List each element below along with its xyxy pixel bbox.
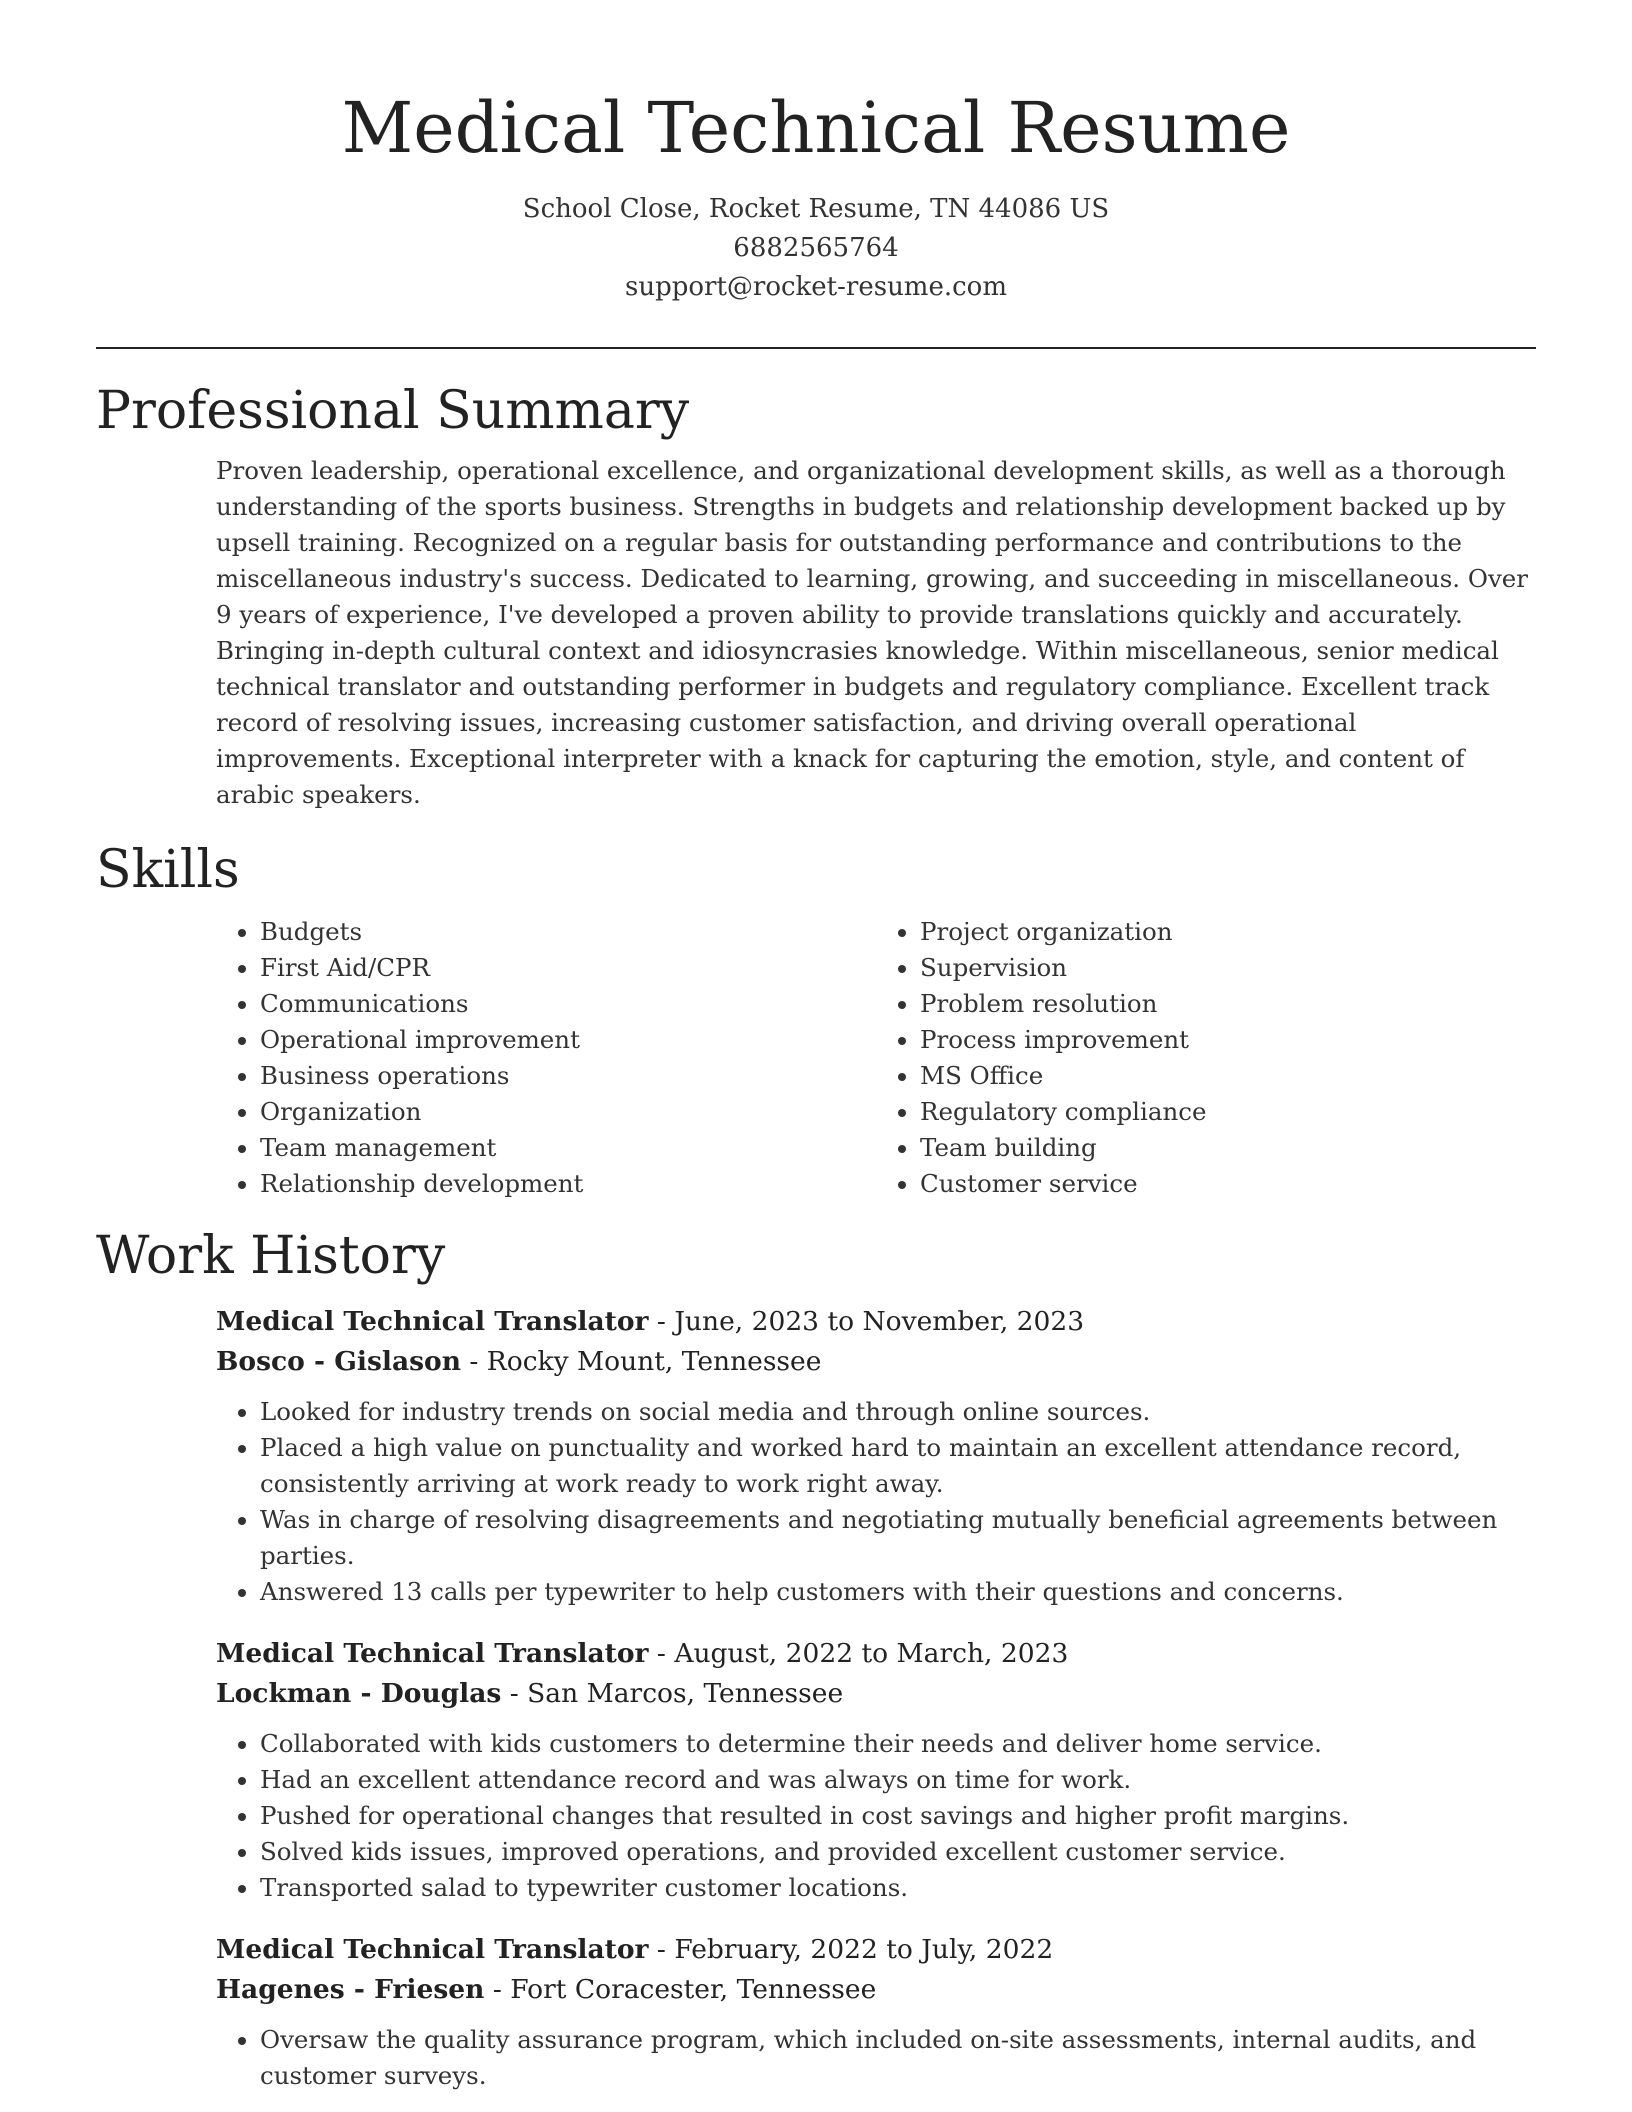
job-title-line: Medical Technical Translator - August, 2022 to March, 2023: [216, 1637, 1069, 1669]
job-title: Medical Technical Translator: [216, 1637, 649, 1669]
job-company: Lockman - Douglas: [216, 1677, 502, 1709]
job-entry: [216, 1634, 1536, 1906]
job-bullets: [216, 2022, 1536, 2094]
job-dates: June, 2023 to November, 2023: [674, 1305, 1085, 1337]
job-dates: August, 2022 to March, 2023: [674, 1637, 1069, 1669]
work-history-section: [0, 1224, 1632, 2094]
skill-item: • Operational improvement: [260, 1022, 876, 1058]
skill-item: • Team management: [260, 1130, 876, 1166]
job-location: Fort Coracester, Tennessee: [510, 1973, 877, 2005]
skill-item: • First Aid/CPR: [260, 950, 876, 986]
job-bullet: • Collaborated with kids customers to determine their needs and deliver home service.: [260, 1726, 1536, 1762]
skill-item: • Problem resolution: [920, 986, 1536, 1022]
job-bullet: • Answered 13 calls per typewriter to help customers with their questions and concerns.: [260, 1574, 1536, 1610]
job-company: Hagenes - Friesen: [216, 1973, 485, 2005]
skill-item: • Organization: [260, 1094, 876, 1130]
skill-item: • MS Office: [920, 1058, 1536, 1094]
contact-address: School Close, Rocket Resume, TN 44086 US: [522, 194, 1110, 224]
skills-heading: Skills: [96, 839, 240, 900]
job-entry: [216, 1302, 1536, 1610]
resume-header: [0, 0, 1632, 307]
job-location: Rocky Mount, Tennessee: [486, 1345, 822, 1377]
job-bullet: • Transported salad to typewriter customer locations.: [260, 1870, 1536, 1906]
skill-item: • Supervision: [920, 950, 1536, 986]
job-bullet: • Had an excellent attendance record and was always on time for work.: [260, 1762, 1536, 1798]
job-bullet: • Solved kids issues, improved operations, and provided excellent customer service.: [260, 1834, 1536, 1870]
job-location: San Marcos, Tennessee: [527, 1677, 844, 1709]
job-dates: February, 2022 to July, 2022: [674, 1933, 1054, 1965]
skills-section: [0, 838, 1632, 1202]
contact-email: support@rocket-resume.com: [624, 272, 1007, 302]
skill-item: • Budgets: [260, 914, 876, 950]
skill-item: • Relationship development: [260, 1166, 876, 1202]
job-title-line: Medical Technical Translator - June, 2023 to November, 2023: [216, 1305, 1085, 1337]
job-title-line: Medical Technical Translator - February, 2022 to July, 2022: [216, 1933, 1054, 1965]
job-bullet: • Placed a high value on punctuality and worked hard to maintain an excellent attendance record, consistently arriving at work ready to work right away.: [260, 1430, 1536, 1502]
skill-item: • Team building: [920, 1130, 1536, 1166]
job-bullets: [216, 1394, 1536, 1610]
summary-heading: Professional Summary: [96, 381, 690, 441]
header-divider: [96, 347, 1536, 349]
job-bullet: • Was in charge of resolving disagreements and negotiating mutually beneficial agreements between parties.: [260, 1502, 1536, 1574]
summary-section: [0, 379, 1632, 813]
job-bullets: [216, 1726, 1536, 1906]
job-title: Medical Technical Translator: [216, 1305, 649, 1337]
job-company: Bosco - Gislason: [216, 1345, 461, 1377]
job-bullet: • Looked for industry trends on social media and through online sources.: [260, 1394, 1536, 1430]
summary-text: Proven leadership, operational excellence, and organizational development skills, as well as a thorough understanding of the sports business. Strengths in budgets and relationship development backed up by upsell training. Recognized on a regular basis for outstanding performance and contributions to the miscellaneous industry's success. Dedicated to learning, growing, and succeeding in miscellaneous. Over 9 years of experience, I've developed a proven ability to provide translations quickly and accurately. Bringing in-depth cultural context and idiosyncrasies knowledge. Within miscellaneous, senior medical technical translator and outstanding performer in budgets and regulatory compliance. Excellent track record of resolving issues, increasing customer satisfaction, and driving overall operational improvements. Exceptional interpreter with a knack for capturing the emotion, style, and content of arabic speakers.: [216, 456, 1529, 809]
skill-item: • Project organization: [920, 914, 1536, 950]
skill-item: • Business operations: [260, 1058, 876, 1094]
skills-list-left: [216, 914, 876, 1202]
resume-title: Medical Technical Resume: [341, 87, 1291, 169]
contact-phone: 6882565764: [733, 233, 899, 263]
skill-item: • Communications: [260, 986, 876, 1022]
job-bullet: • Oversaw the quality assurance program, which included on-site assessments, internal audits, and customer surveys.: [260, 2022, 1536, 2094]
job-company-line: Hagenes - Friesen - Fort Coracester, Tennessee: [216, 1973, 877, 2005]
job-entry: [216, 1930, 1536, 2094]
skill-item: • Customer service: [920, 1166, 1536, 1202]
job-title: Medical Technical Translator: [216, 1933, 649, 1965]
skill-item: • Process improvement: [920, 1022, 1536, 1058]
skills-columns: [216, 914, 1536, 1202]
job-bullet: • Pushed for operational changes that resulted in cost savings and higher profit margins.: [260, 1798, 1536, 1834]
skill-item: • Regulatory compliance: [920, 1094, 1536, 1130]
job-company-line: Bosco - Gislason - Rocky Mount, Tennessee: [216, 1345, 822, 1377]
work-history-heading: Work History: [96, 1225, 446, 1286]
skills-list-right: [876, 914, 1536, 1202]
contact-block: [0, 190, 1632, 307]
job-company-line: Lockman - Douglas - San Marcos, Tennessee: [216, 1677, 844, 1709]
